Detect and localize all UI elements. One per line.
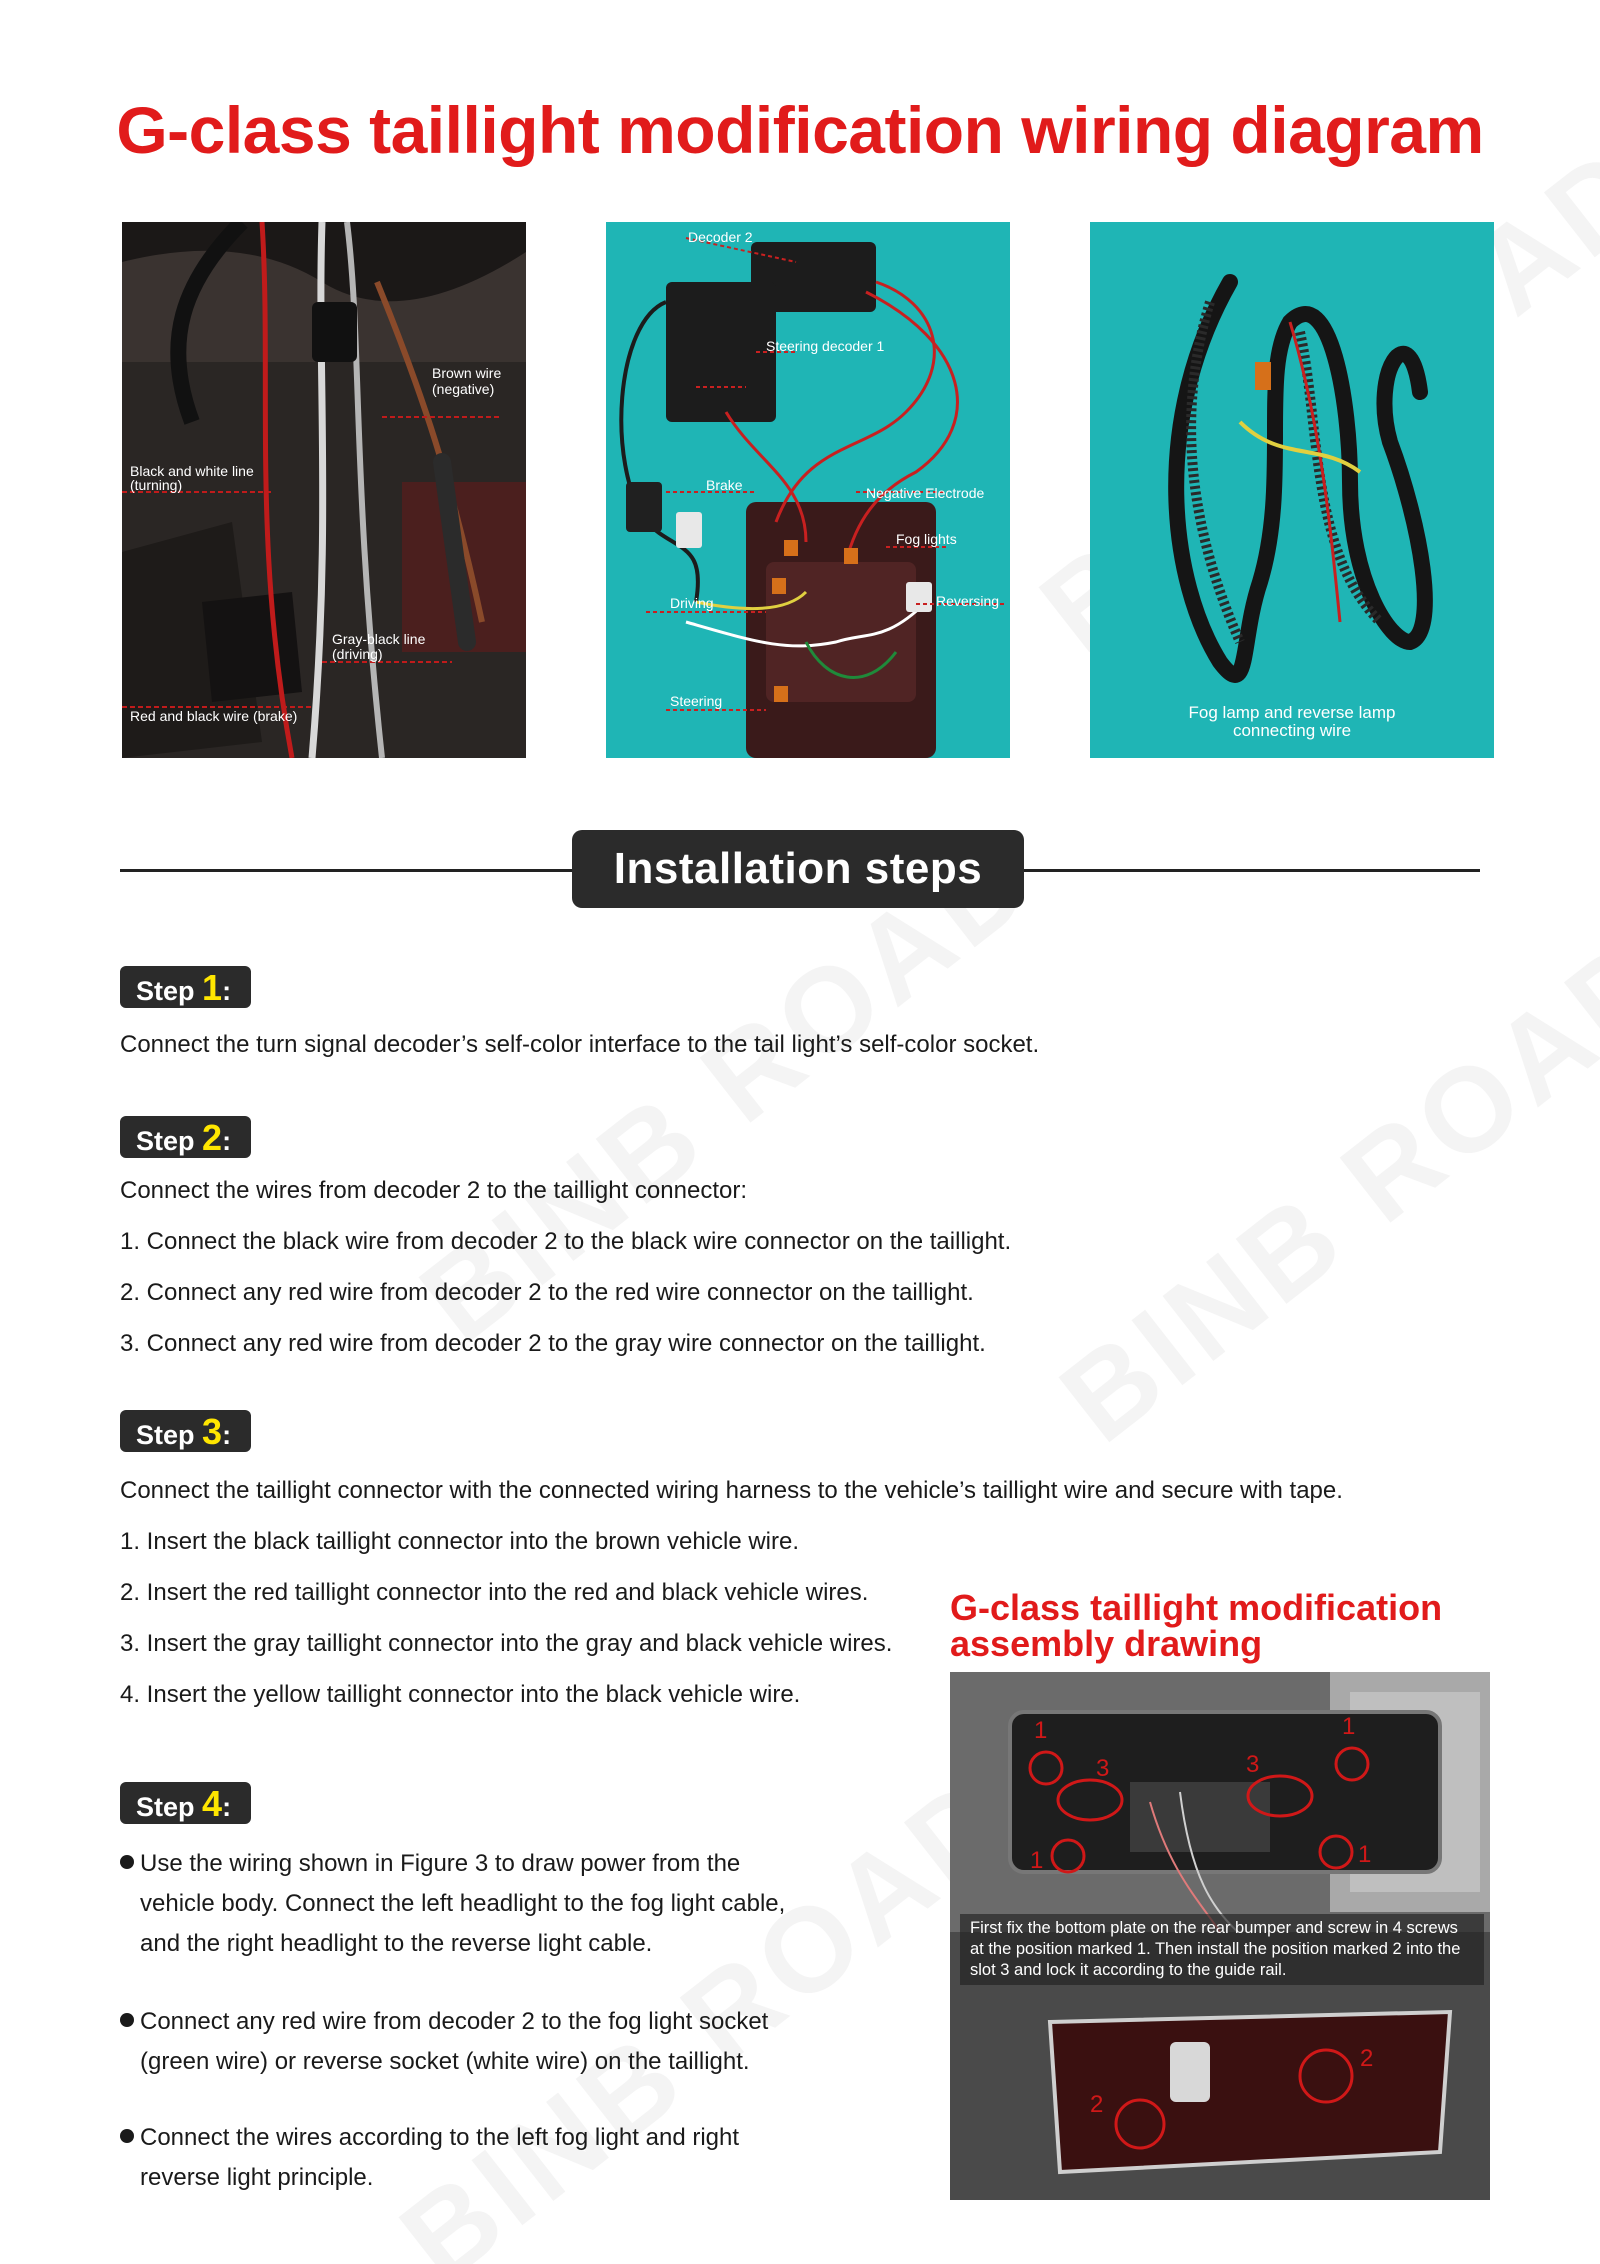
step-4-bullet-3: Connect the wires according to the left fog light and right reverse light principle. — [120, 2118, 820, 2198]
section-divider-left — [120, 869, 580, 872]
step-1-badge: Step 1: — [120, 966, 251, 1008]
step-3-item-3: 3. Insert the gray taillight connector into the gray and black vehicle wires. — [120, 1630, 893, 1657]
label-steering-decoder-1: Steering decoder 1 — [766, 338, 885, 354]
marker-2: 2 — [1090, 2091, 1104, 2118]
label-gray-black-line: Gray-black line — [332, 631, 426, 647]
section-title: Installation steps — [572, 830, 1024, 908]
step-number: 1 — [202, 967, 223, 1008]
label-steering: Steering — [670, 693, 723, 709]
step-3-intro: Connect the taillight connector with the connected wiring harness to the vehicle’s taillight wire and secure with tape. — [120, 1477, 1343, 1504]
step-word: Step — [136, 1126, 195, 1156]
wiring-photo-1 — [122, 222, 526, 758]
assembly-caption: First fix the bottom plate on the rear bumper and screw in 4 screws at the position marked 1. Then install the position marked 2 into the slot 3 and lock it according to the guide rail. — [960, 1914, 1484, 1985]
marker-3: 3 — [1096, 1755, 1110, 1782]
step-2-badge: Step 2: — [120, 1116, 251, 1158]
label-black-white-line: Black and white line — [130, 463, 254, 479]
bullet-dot — [120, 2129, 134, 2143]
step-2-intro: Connect the wires from decoder 2 to the taillight connector: — [120, 1177, 747, 1204]
label-gray-black-line-sub: (driving) — [332, 646, 383, 662]
label-red-black-wire: Red and black wire (brake) — [130, 708, 298, 724]
step-word: Step — [136, 1420, 195, 1450]
label-driving: Driving — [670, 595, 714, 611]
step-1-text: Connect the turn signal decoder’s self-color interface to the tail light’s self-color socket. — [120, 1031, 1040, 1058]
step-number: 2 — [202, 1117, 223, 1158]
assembly-title — [950, 1587, 1510, 1664]
label-brake: Brake — [706, 477, 743, 493]
step-word: Step — [136, 1792, 195, 1822]
bullet-dot — [120, 2013, 134, 2027]
step-word: Step — [136, 976, 195, 1006]
label-negative-electrode: Negative Electrode — [866, 485, 985, 501]
step-2-item-3: 3. Connect any red wire from decoder 2 to the gray wire connector on the taillight. — [120, 1330, 986, 1357]
page-title: G-class taillight modification wiring diagram — [116, 93, 1484, 167]
decoder-photo — [606, 222, 1010, 758]
step-3-item-1: 1. Insert the black taillight connector into the brown vehicle wire. — [120, 1528, 800, 1555]
step-2-item-1: 1. Connect the black wire from decoder 2 to the black wire connector on the taillight. — [120, 1228, 1012, 1255]
step-3-item-2: 2. Insert the red taillight connector into the red and black vehicle wires. — [120, 1579, 869, 1606]
harness-photo — [1090, 222, 1494, 758]
step-4-badge: Step 4: — [120, 1782, 251, 1824]
watermark — [1035, 909, 1600, 1470]
harness-caption-line1: Fog lamp and reverse lamp — [1188, 703, 1396, 722]
step-4-bullet-2: Connect any red wire from decoder 2 to the fog light socket (green wire) or reverse socket (white wire) on the taillight. — [120, 2002, 840, 2082]
marker-1: 1 — [1342, 1713, 1356, 1740]
marker-2: 2 — [1360, 2045, 1374, 2072]
label-brown-wire-sub: (negative) — [432, 381, 495, 397]
step-number: 4 — [202, 1783, 223, 1824]
marker-1: 1 — [1358, 1841, 1372, 1868]
section-divider-right — [1022, 869, 1480, 872]
assembly-title-line1: G-class taillight modification — [950, 1587, 1443, 1628]
label-reversing: Reversing — [936, 593, 1000, 609]
step-3-badge: Step 3: — [120, 1410, 251, 1452]
label-black-white-line-sub: (turning) — [130, 477, 183, 493]
bullet-dot — [120, 1855, 134, 1869]
label-brown-wire: Brown wire — [432, 365, 502, 381]
label-fog-lights: Fog lights — [896, 531, 957, 547]
step-3-item-4: 4. Insert the yellow taillight connector into the black vehicle wire. — [120, 1681, 801, 1708]
harness-caption-line2: connecting wire — [1232, 721, 1352, 740]
marker-3: 3 — [1246, 1751, 1260, 1778]
assembly-title-line2: assembly drawing — [950, 1623, 1263, 1664]
marker-1: 1 — [1034, 1717, 1048, 1744]
step-4-bullet-1: Use the wiring shown in Figure 3 to draw power from the vehicle body. Connect the left headlight to the fog light cable, and the right headlight to the reverse light cable. — [120, 1844, 820, 1964]
step-number: 3 — [202, 1411, 223, 1452]
marker-1: 1 — [1030, 1847, 1044, 1874]
label-decoder-2: Decoder 2 — [688, 229, 753, 245]
step-2-item-2: 2. Connect any red wire from decoder 2 to the red wire connector on the taillight. — [120, 1279, 974, 1306]
